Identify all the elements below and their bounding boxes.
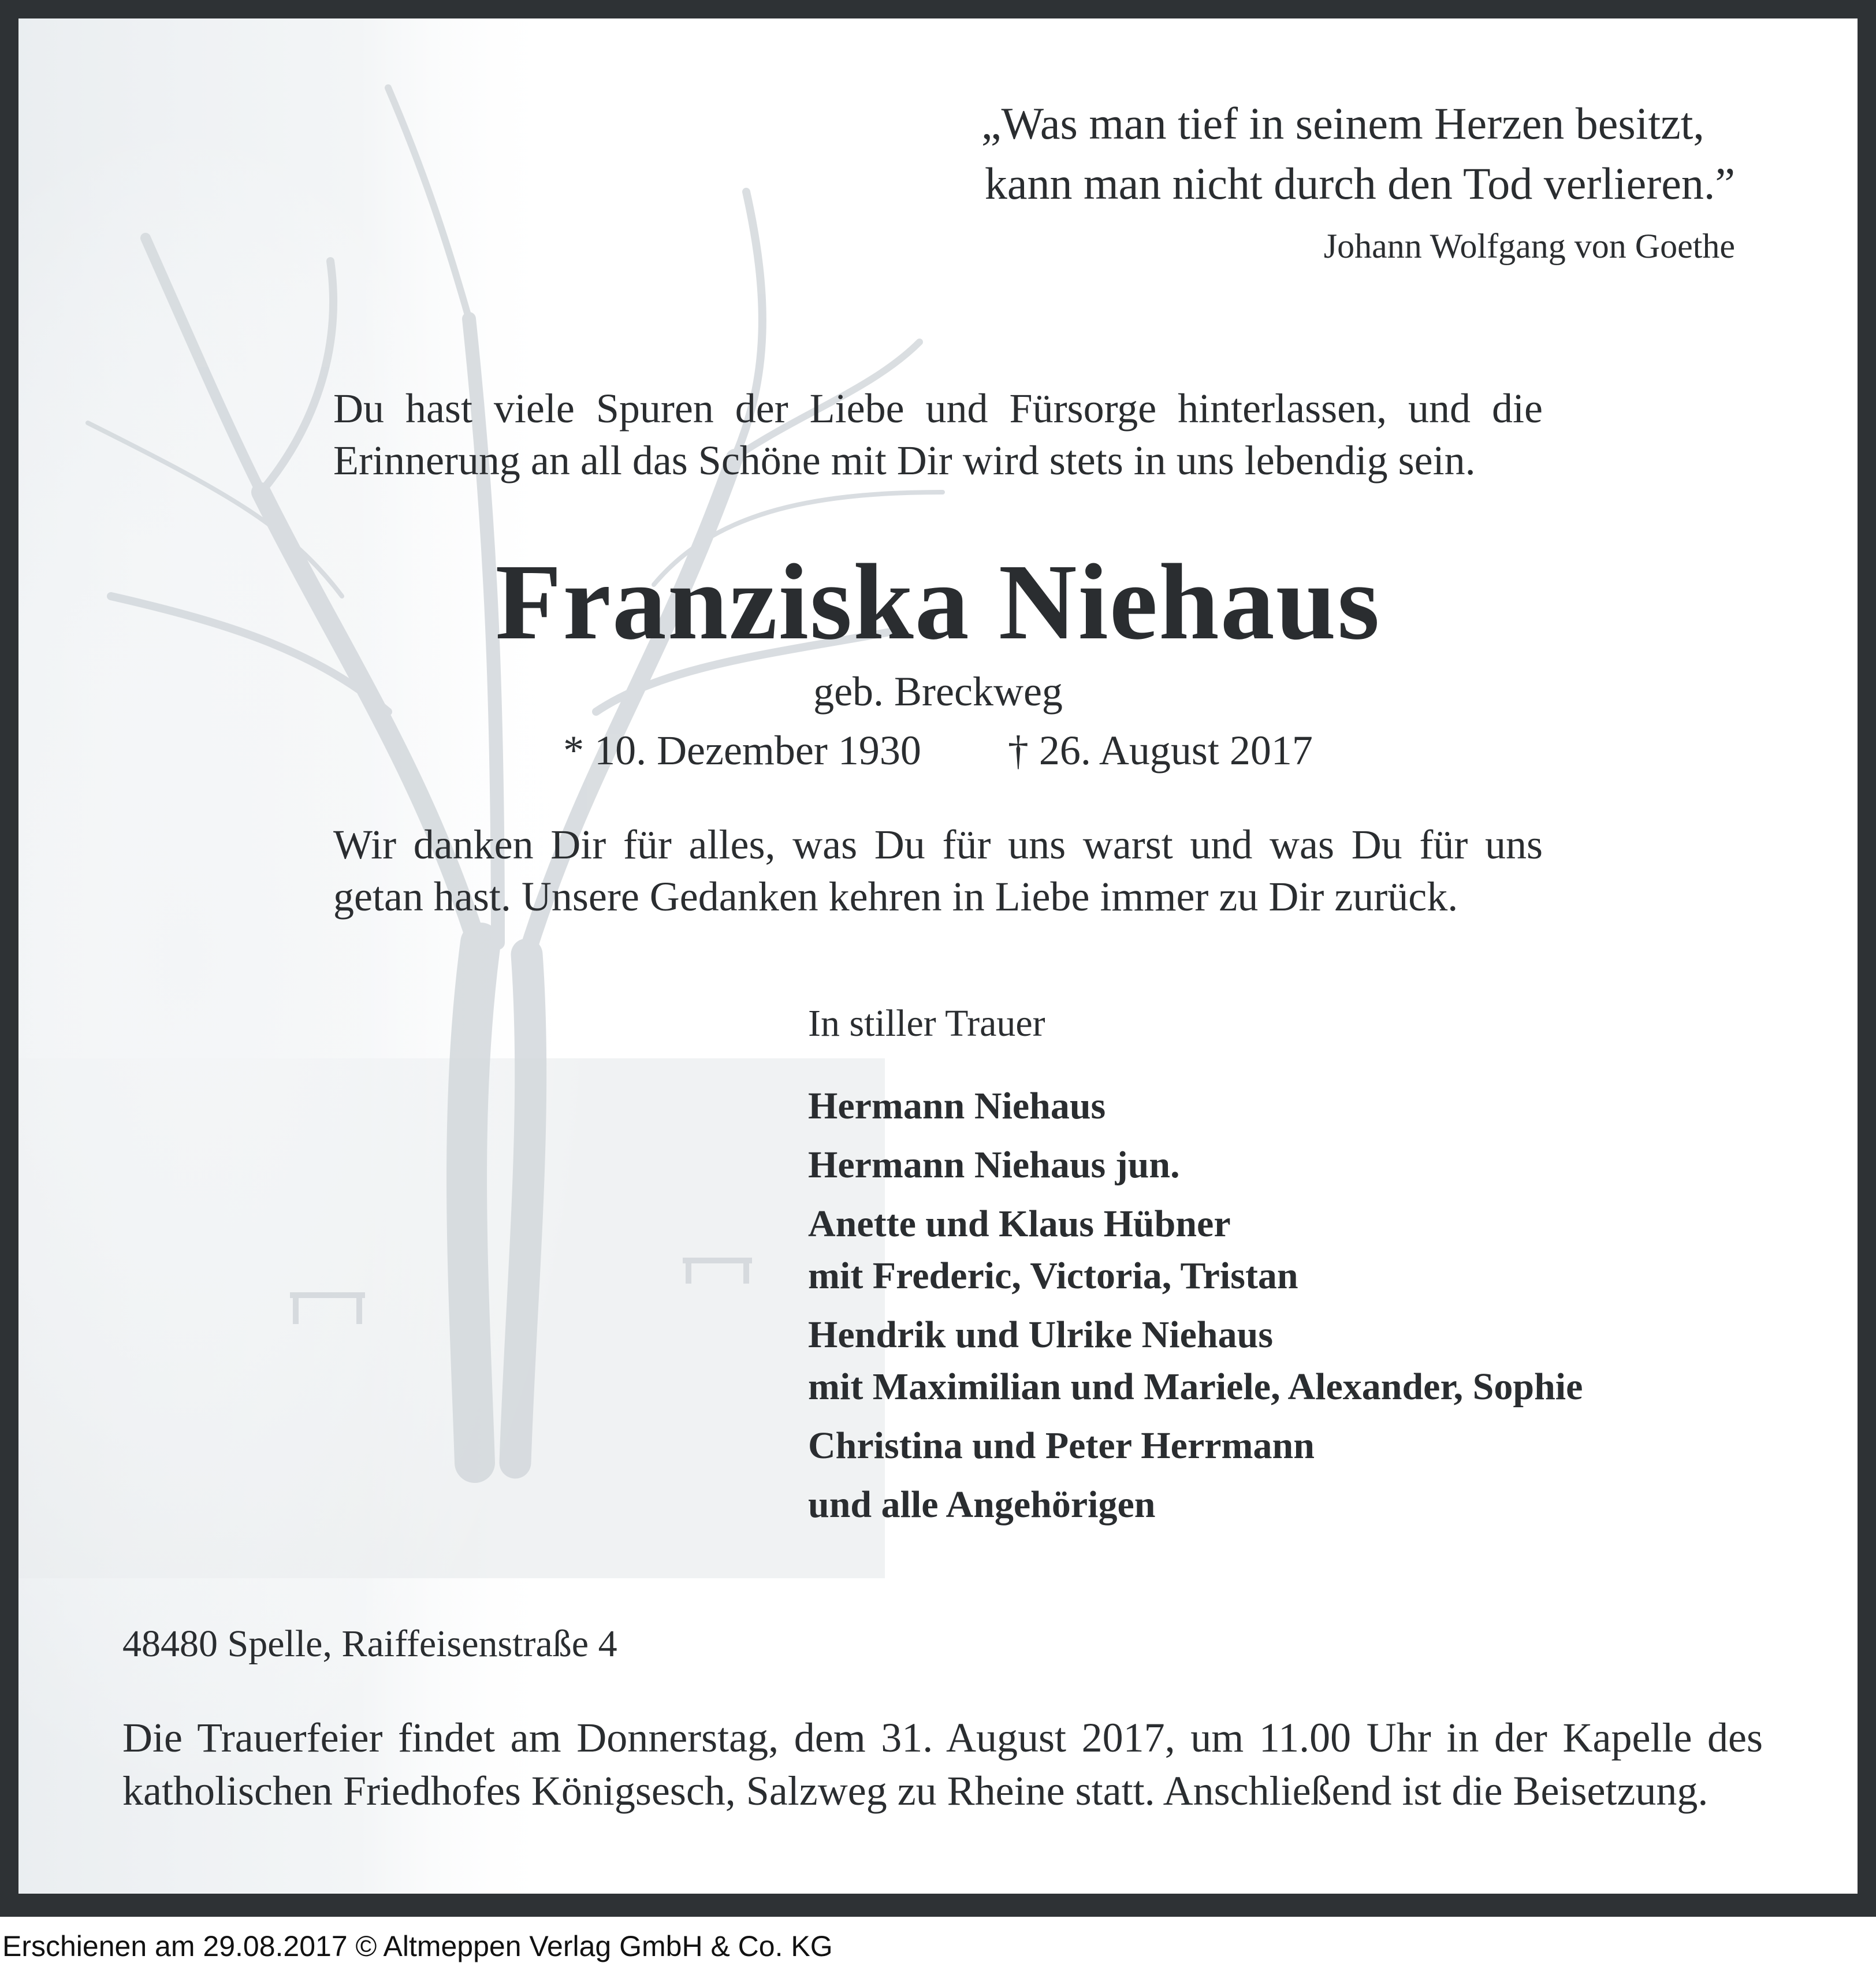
birth-date: * 10. Dezember 1930 <box>563 727 921 774</box>
mourner-group <box>808 1139 1583 1191</box>
life-dates <box>18 724 1858 776</box>
mourner-line: mit Frederic, Victoria, Tristan <box>808 1255 1298 1297</box>
mourner-line: Hermann Niehaus jun. <box>808 1144 1180 1186</box>
mourner-group <box>808 1309 1583 1413</box>
mourner-line: mit Maximilian und Mariele, Alexander, Sophie <box>808 1366 1583 1408</box>
mourners-list <box>808 1080 1583 1538</box>
quote-author: Johann Wolfgang von Goethe <box>1323 227 1735 265</box>
mourner-line: Christina und Peter Herrmann <box>808 1425 1315 1467</box>
mourner-line: Anette und Klaus Hübner <box>808 1203 1231 1245</box>
mourner-group <box>808 1080 1583 1132</box>
thanks-text: Wir danken Dir für alles, was Du für uns warst und was Du für uns getan hast. Unsere Gedanken kehren in Liebe immer zu Dir zurück. <box>333 821 1543 920</box>
mourner-line: und alle Angehörigen <box>808 1484 1156 1526</box>
mourning-label: In stiller Trauer <box>808 1002 1045 1044</box>
mourner-line: Hermann Niehaus <box>808 1085 1106 1127</box>
mourner-group <box>808 1198 1583 1302</box>
goethe-quote <box>981 94 1735 270</box>
intro-text: Du hast viele Spuren der Liebe und Fürsorge hinterlassen, und die Erinnerung an all das Schöne mit Dir wird stets in uns lebendig sein. <box>333 385 1543 484</box>
mourner-group <box>808 1479 1583 1531</box>
ceremony-info: Die Trauerfeier findet am Donnerstag, dem 31. August 2017, um 11.00 Uhr in der Kapelle des katholischen Friedhofes Königsesch, Salzweg zu Rheine statt. Anschließend ist die Beisetzung. <box>122 1715 1763 1814</box>
obituary-notice <box>18 18 1858 1894</box>
mourner-line: Hendrik und Ulrike Niehaus <box>808 1314 1274 1356</box>
quote-line: „Was man tief in seinem Herzen besitzt, <box>981 98 1704 148</box>
publication-footer: Erschienen am 29.08.2017 © Altmeppen Verlag GmbH & Co. KG <box>2 1930 833 1962</box>
tree-background-image <box>18 18 1858 1894</box>
family-address: 48480 Spelle, Raiffeisenstraße 4 <box>122 1623 617 1665</box>
mourner-group <box>808 1420 1583 1472</box>
birth-name: geb. Breckweg <box>813 668 1063 715</box>
death-date: † 26. August 2017 <box>1007 727 1313 774</box>
deceased-name: Franziska Niehaus <box>495 541 1381 662</box>
quote-line: kann man nicht durch den Tod verlieren.” <box>984 158 1735 209</box>
